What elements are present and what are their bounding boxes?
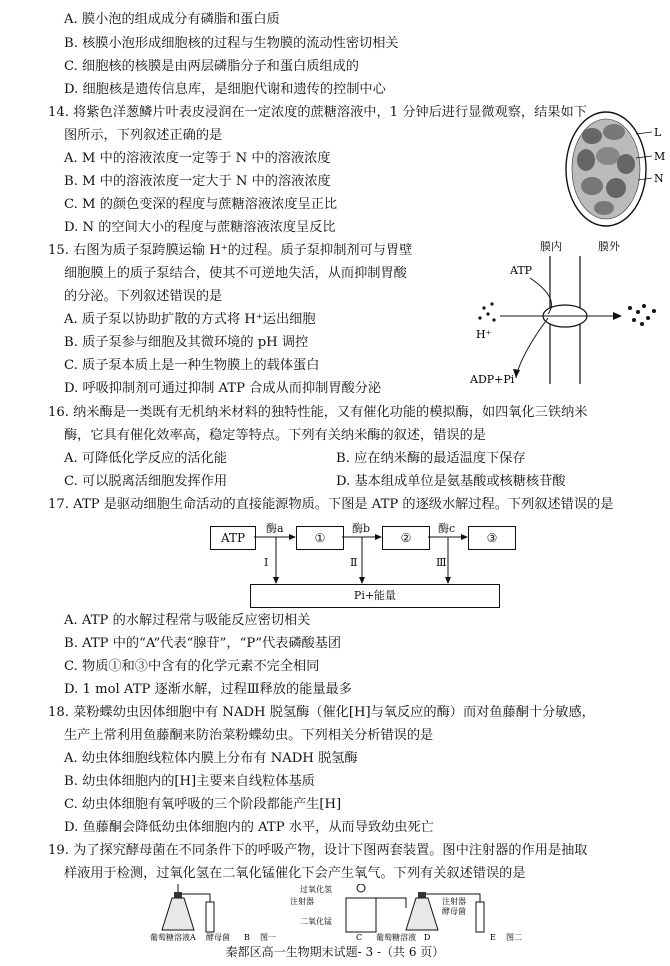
q15-label-inside: 膜内 bbox=[540, 240, 562, 253]
q13-option-d: D. 细胞核是遗传信息库，是细胞代谢和遗传的控制中心 bbox=[64, 82, 386, 97]
page-footer: 秦都区高一生物期末试题- 3 -（共 6 页） bbox=[225, 945, 445, 959]
q15-label-h: H⁺ bbox=[476, 328, 492, 341]
q19-label-syringe-2: 注射器 bbox=[442, 897, 466, 906]
q19-label-yeast-2: 酵母菌 bbox=[442, 907, 466, 916]
q17-label-enzyme-a: 酶a bbox=[266, 522, 284, 535]
q17-label-enzyme-b: 酶b bbox=[352, 522, 371, 535]
q19-label-a: A bbox=[190, 933, 196, 942]
q19-label-h2o2: 过氧化氢 bbox=[300, 885, 332, 894]
q17-box-atp: ATP bbox=[210, 526, 256, 550]
q14-option-b: B. M 中的溶液浓度一定大于 N 中的溶液浓度 bbox=[64, 174, 331, 189]
q19-label-e: E bbox=[490, 933, 496, 942]
q17-box-2: ② bbox=[382, 526, 430, 550]
q19-label-glucose-1: 葡萄糖溶液 bbox=[150, 933, 190, 942]
q16-stem-line1: 16. 纳米酶是一类既有无机纳米材料的独特性能，又有催化功能的模拟酶，如四氧化三铁纳米 bbox=[48, 405, 588, 420]
q18-option-d: D. 鱼藤酮会降低幼虫体细胞内的 ATP 水平，从而导致幼虫死亡 bbox=[64, 820, 434, 835]
q14-label-m: M bbox=[654, 150, 666, 163]
q15-proton-pump-figure bbox=[470, 238, 666, 388]
q17-box-1: ① bbox=[296, 526, 344, 550]
q19-label-d: D bbox=[424, 933, 431, 942]
q15-option-d: D. 呼吸抑制剂可通过抑制 ATP 合成从而抑制胃酸分泌 bbox=[64, 381, 382, 396]
q19-stem-line1: 19. 为了探究酵母菌在不同条件下的呼吸产物，设计下图两套装置。图中注射器的作用是抽取 bbox=[48, 843, 588, 858]
q15-label-adp: ADP+Pi bbox=[470, 373, 515, 386]
q16-option-b: B. 应在纳米酶的最适温度下保存 bbox=[336, 451, 526, 466]
q13-option-b: B. 核膜小泡形成细胞核的过程与生物膜的流动性密切相关 bbox=[64, 36, 399, 51]
q19-apparatus-figure bbox=[150, 884, 580, 942]
q15-label-atp: ATP bbox=[510, 264, 533, 277]
q17-stem: 17. ATP 是驱动细胞生命活动的直接能源物质。下图是 ATP 的逐级水解过程。下列叙述错误的是 bbox=[48, 497, 614, 512]
q19-label-yeast-1: 酵母菌 bbox=[206, 933, 230, 942]
q17-label-process-2: Ⅱ bbox=[350, 556, 358, 569]
q16-option-a: A. 可降低化学反应的活化能 bbox=[64, 451, 227, 466]
q15-option-a: A. 质子泵以协助扩散的方式将 H⁺运出细胞 bbox=[64, 312, 316, 327]
q15-stem-line1: 15. 右图为质子泵跨膜运输 H⁺的过程。质子泵抑制剂可与胃壁 bbox=[48, 243, 413, 258]
q19-label-fig-1: 图一 bbox=[260, 933, 276, 942]
q17-label-enzyme-c: 酶c bbox=[438, 522, 456, 535]
q15-stem-line2: 细胞膜上的质子泵结合，使其不可逆地失活，从而抑制胃酸 bbox=[64, 266, 407, 281]
q19-stem-line2: 样液用于检测，过氧化氢在二氧化锰催化下会产生氧气。下列有关叙述错误的是 bbox=[64, 866, 526, 881]
q19-label-b: B bbox=[244, 933, 250, 942]
q18-option-a: A. 幼虫体细胞线粒体内膜上分布有 NADH 脱氢酶 bbox=[64, 751, 358, 766]
q17-option-a: A. ATP 的水解过程常与吸能反应密切相关 bbox=[64, 613, 311, 628]
q16-stem-line2: 酶，它具有催化效率高，稳定等特点。下列有关纳米酶的叙述，错误的是 bbox=[64, 428, 486, 443]
q17-box-energy: Pi+能量 bbox=[250, 584, 500, 608]
q19-label-syringe-1: 注射器 bbox=[290, 897, 314, 906]
q14-label-n: N bbox=[654, 172, 664, 185]
q17-atp-hydrolysis-diagram bbox=[180, 522, 550, 610]
q19-label-mno2: 二氧化锰 bbox=[300, 917, 332, 926]
q17-box-3: ③ bbox=[468, 526, 516, 550]
q17-label-process-3: Ⅲ bbox=[436, 556, 447, 569]
q18-stem-line1: 18. 菜粉蝶幼虫因体细胞中有 NADH 脱氢酶（催化[H]与氧反应的酶）而对鱼藤酮十分敏感， bbox=[48, 705, 595, 720]
q19-label-fig-2: 图二 bbox=[506, 933, 522, 942]
q19-label-glucose-2: 葡萄糖溶液 bbox=[376, 933, 416, 942]
q13-option-a: A. 膜小泡的组成成分有磷脂和蛋白质 bbox=[64, 12, 280, 27]
q14-stem-line1: 14. 将紫色洋葱鳞片叶表皮浸润在一定浓度的蔗糖溶液中，1 分钟后进行显微观察，结果如下 bbox=[48, 105, 587, 120]
q14-option-a: A. M 中的溶液浓度一定等于 N 中的溶液浓度 bbox=[64, 151, 331, 166]
q14-stem-line2: 图所示，下列叙述正确的是 bbox=[64, 128, 223, 143]
q15-stem-line3: 的分泌。下列叙述错误的是 bbox=[64, 289, 223, 304]
q18-stem-line2: 生产上常利用鱼藤酮来防治菜粉蝶幼虫。下列相关分析错误的是 bbox=[64, 728, 434, 743]
q18-option-b: B. 幼虫体细胞内的[H]主要来自线粒体基质 bbox=[64, 774, 315, 789]
q17-option-d: D. 1 mol ATP 逐渐水解，过程Ⅲ释放的能量最多 bbox=[64, 682, 352, 697]
q18-option-c: C. 幼虫体细胞有氧呼吸的三个阶段都能产生[H] bbox=[64, 797, 342, 812]
q19-label-c: C bbox=[356, 933, 363, 942]
q14-option-c: C. M 的颜色变深的程度与蔗糖溶液浓度呈正比 bbox=[64, 197, 338, 212]
q17-option-c: C. 物质①和③中含有的化学元素不完全相同 bbox=[64, 659, 320, 674]
q16-option-c: C. 可以脱离活细胞发挥作用 bbox=[64, 474, 228, 489]
q16-option-d: D. 基本组成单位是氨基酸或核糖核苷酸 bbox=[336, 474, 566, 489]
q14-cell-figure bbox=[562, 108, 666, 230]
q17-option-b: B. ATP 中的“A”代表“腺苷”，“P”代表磷酸基团 bbox=[64, 636, 342, 651]
q14-option-d: D. N 的空间大小的程度与蔗糖溶液浓度呈反比 bbox=[64, 220, 336, 235]
q15-option-c: C. 质子泵本质上是一种生物膜上的载体蛋白 bbox=[64, 358, 320, 373]
q15-label-outside: 膜外 bbox=[598, 240, 620, 253]
q17-label-process-1: Ⅰ bbox=[264, 556, 269, 569]
q13-option-c: C. 细胞核的核膜是由两层磷脂分子和蛋白质组成的 bbox=[64, 59, 359, 74]
q14-label-l: L bbox=[654, 126, 662, 139]
q15-option-b: B. 质子泵参与细胞及其微环境的 pH 调控 bbox=[64, 335, 309, 350]
